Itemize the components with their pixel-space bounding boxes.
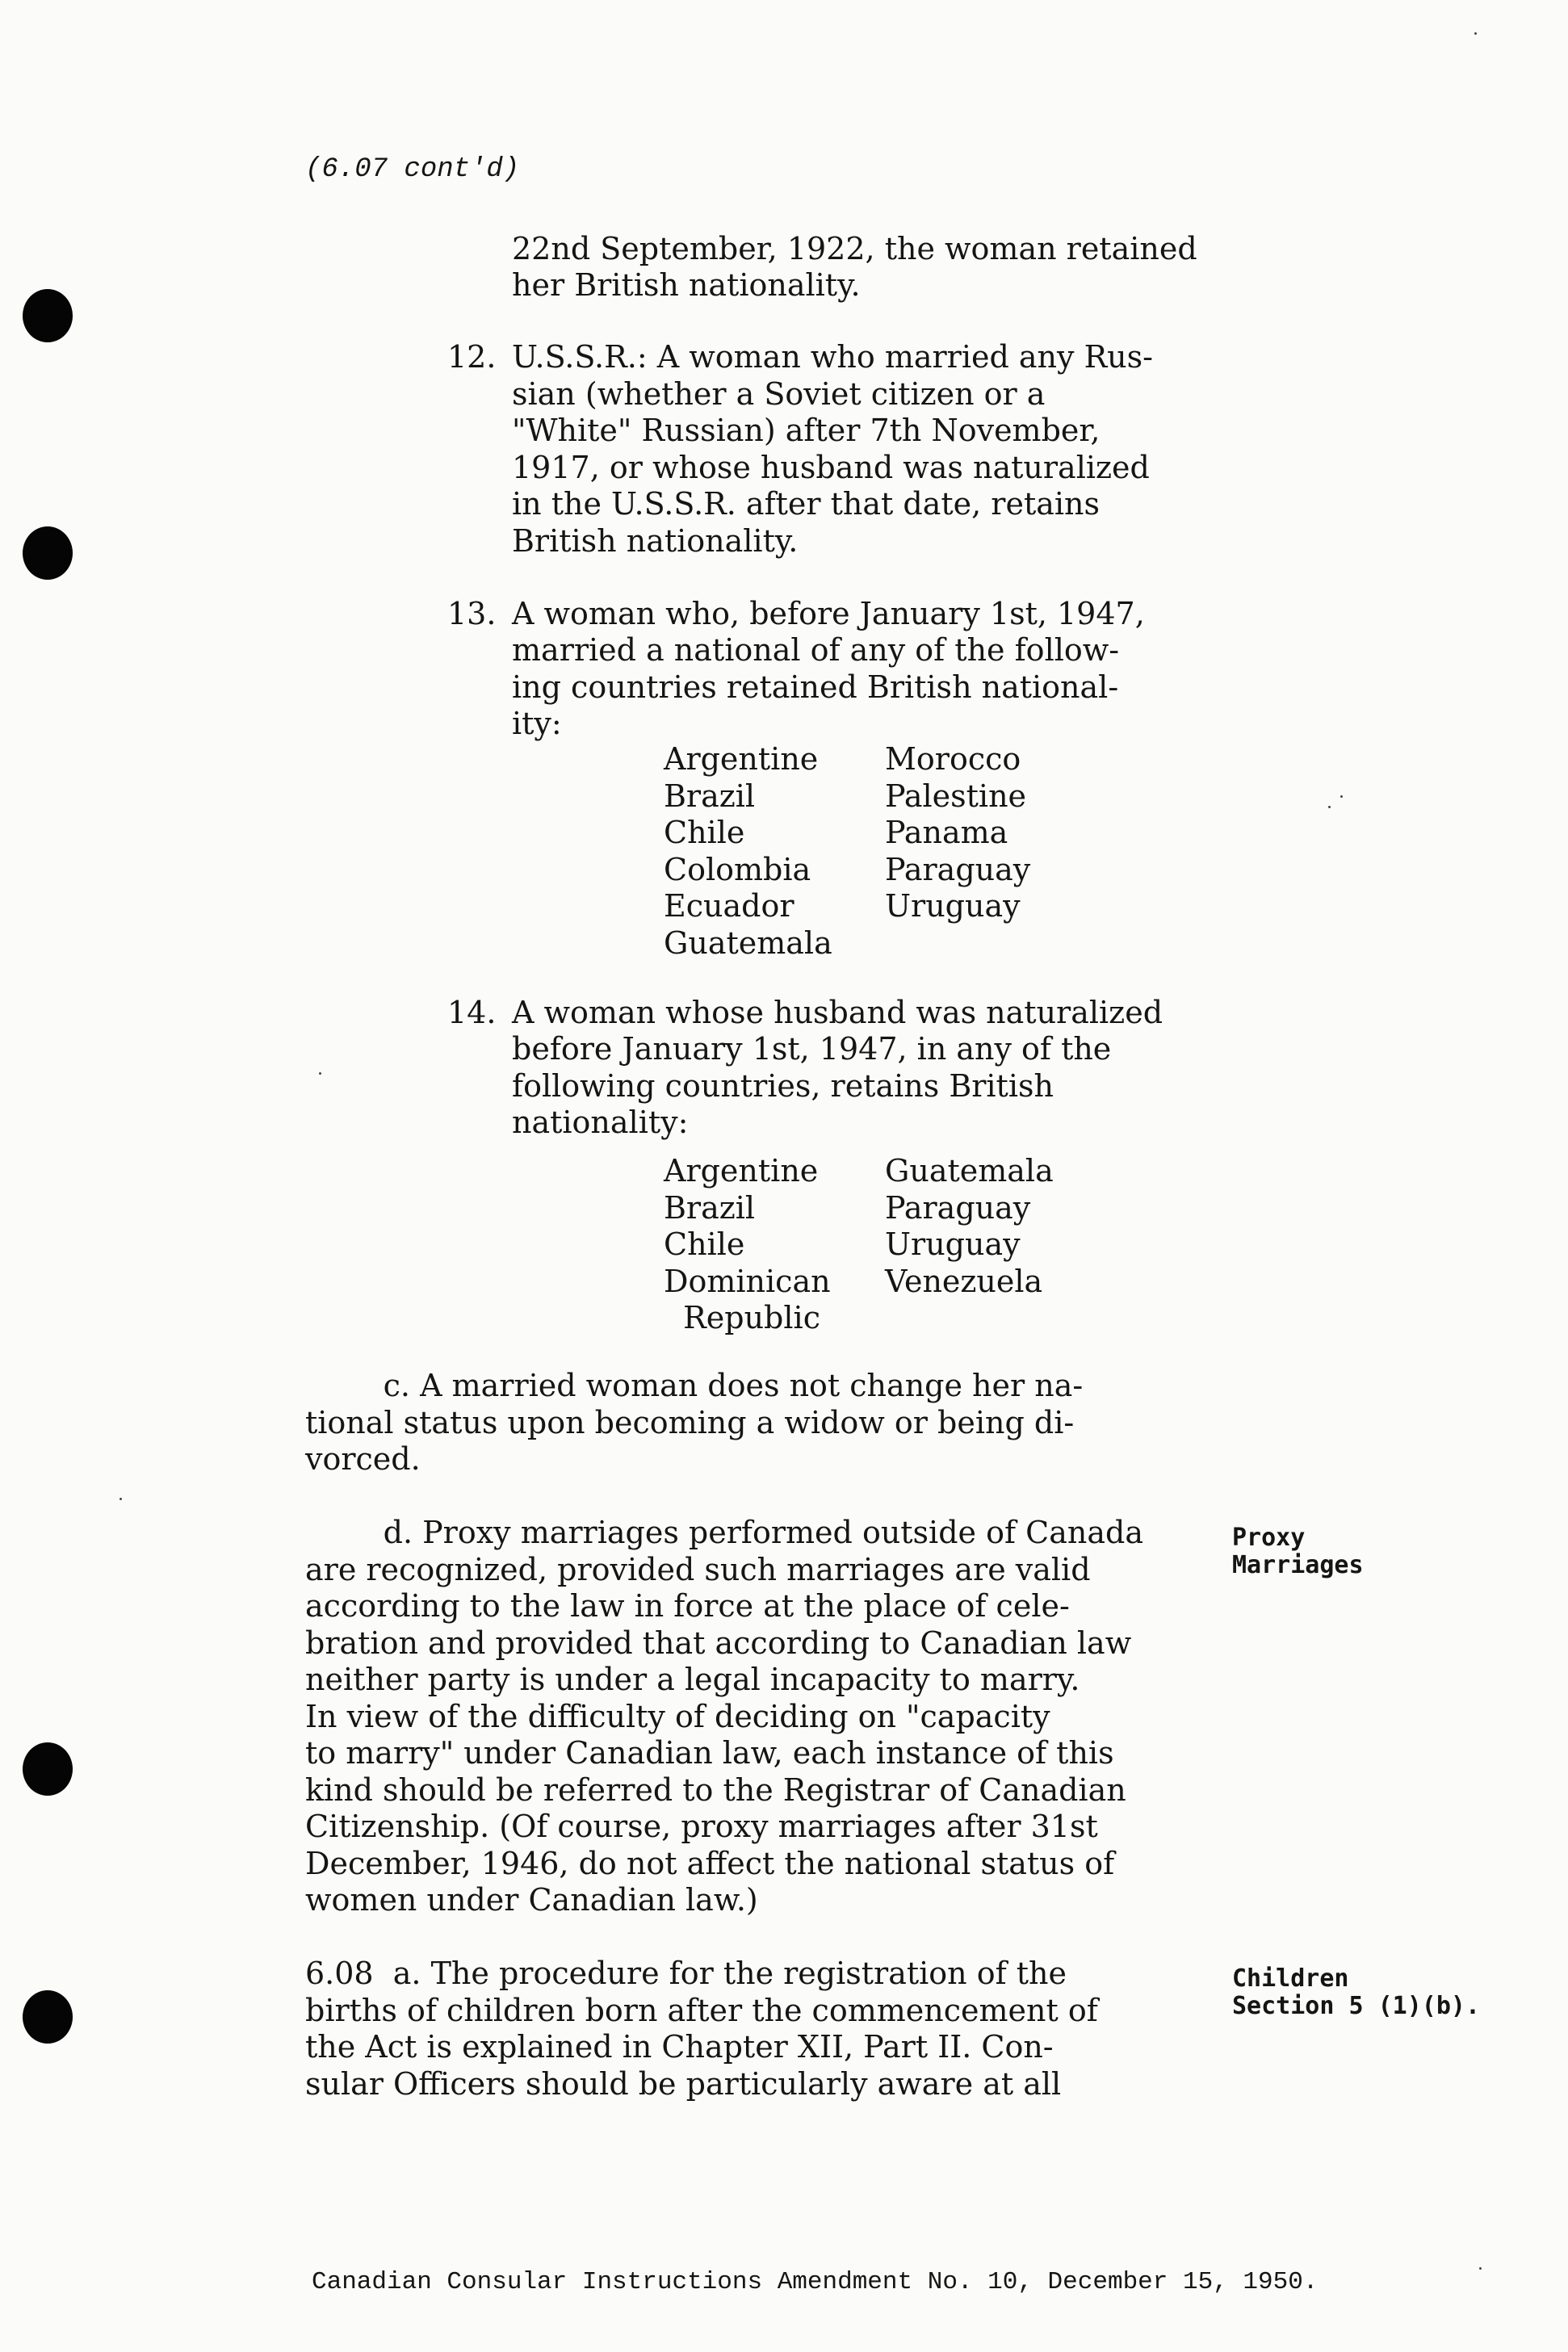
list-item: Uruguay [885, 1226, 1021, 1262]
country-list-14-col2 [885, 1153, 1054, 1300]
margin-heading-children: Children Section 5 (1)(b). [1232, 1964, 1481, 2020]
section-6-08-line: sular Officers should be particularly aware at all [305, 2066, 1062, 2102]
section-d-line: December, 1946, do not affect the national status of [305, 1846, 1115, 1881]
item-14-line: before January 1st, 1947, in any of the [512, 1031, 1112, 1067]
list-item: Argentine [664, 741, 819, 777]
list-item: Argentine [664, 1153, 819, 1189]
item-13-line: A woman who, before January 1st, 1947, [512, 596, 1145, 631]
section-d-line: are recognized, provided such marriages are valid [305, 1552, 1091, 1587]
list-item: Panama [885, 815, 1008, 850]
item-12-line: "White" Russian) after 7th November, [512, 413, 1101, 448]
section-d-line: according to the law in force at the place of cele- [305, 1588, 1070, 1624]
item-13-line: married a national of any of the follow- [512, 632, 1120, 668]
list-item: Brazil [664, 778, 756, 814]
section-c-line: c. A married woman does not change her na- [305, 1368, 1084, 1403]
list-item: Paraguay [885, 851, 1031, 887]
list-item: Colombia [664, 851, 811, 887]
section-d-line: kind should be referred to the Registrar of Canadian [305, 1772, 1126, 1808]
section-6-08-line: births of children born after the commencement of [305, 1993, 1098, 2028]
item-14-line: nationality: [512, 1105, 689, 1140]
section-c-line: tional status upon becoming a widow or being di- [305, 1405, 1075, 1440]
list-item: Brazil [664, 1189, 756, 1226]
section-6-08-line: 6.08 a. The procedure for the registration of the [305, 1956, 1067, 1991]
list-item: Palestine [885, 778, 1027, 814]
list-item: Chile [664, 1226, 745, 1262]
list-item: Guatemala [664, 924, 832, 961]
section-d-line: women under Canadian law.) [305, 1882, 758, 1918]
item-12-line: U.S.S.R.: A woman who married any Rus- [512, 339, 1153, 375]
list-item: Ecuador [664, 888, 794, 924]
section-d-line: Citizenship. (Of course, proxy marriages after 31st [305, 1809, 1098, 1844]
margin-heading-proxy-marriages: Proxy Marriages [1232, 1524, 1364, 1579]
list-item: Paraguay [885, 1189, 1031, 1226]
item-number: 12. [447, 339, 497, 375]
item-12-line: 1917, or whose husband was naturalized [512, 450, 1150, 485]
list-item: Venezuela [885, 1263, 1043, 1299]
item-number: 14. [447, 995, 497, 1030]
punch-hole-4 [23, 1990, 73, 2044]
country-list-13-col2 [885, 741, 1030, 925]
punch-hole-3 [23, 1742, 73, 1796]
section-b-line-2: her British nationality. [512, 267, 861, 303]
page-footer: Canadian Consular Instructions Amendment No. 10, December 15, 1950. [312, 2268, 1319, 2296]
section-b-line-1: 22nd September, 1922, the woman retained [512, 231, 1197, 266]
item-14-line: following countries, retains British [512, 1068, 1054, 1104]
punch-hole-1 [23, 289, 73, 342]
continuation-header: (6.07 cont'd) [305, 154, 520, 185]
item-13-line: ing countries retained British national- [512, 669, 1119, 705]
country-list-14-col1 [664, 1153, 831, 1337]
item-12-line: in the U.S.S.R. after that date, retains [512, 486, 1100, 522]
country-list-13-col1 [664, 741, 832, 962]
section-d-line: In view of the difficulty of deciding on "capacity [305, 1699, 1050, 1734]
item-number: 13. [447, 596, 497, 631]
list-item: Chile [664, 815, 745, 850]
section-c-line: vorced. [305, 1441, 421, 1477]
item-13-line: ity: [512, 706, 562, 741]
list-item: Republic [664, 1300, 820, 1335]
section-d-line: neither party is under a legal incapacity to marry. [305, 1662, 1080, 1697]
item-12-line: sian (whether a Soviet citizen or a [512, 376, 1046, 412]
list-item: Uruguay [885, 888, 1021, 924]
list-item: Morocco [885, 741, 1021, 777]
list-item: Dominican [664, 1263, 831, 1299]
section-6-08-line: the Act is explained in Chapter XII, Part II. Con- [305, 2029, 1054, 2065]
item-12-line: British nationality. [512, 523, 799, 559]
section-d-line: d. Proxy marriages performed outside of Canada [305, 1515, 1143, 1550]
section-d-line: to marry" under Canadian law, each instance of this [305, 1735, 1114, 1771]
section-d-line: bration and provided that according to Canadian law [305, 1625, 1132, 1661]
punch-hole-2 [23, 526, 73, 580]
item-14-line: A woman whose husband was naturalized [512, 995, 1163, 1030]
list-item: Guatemala [885, 1153, 1054, 1189]
